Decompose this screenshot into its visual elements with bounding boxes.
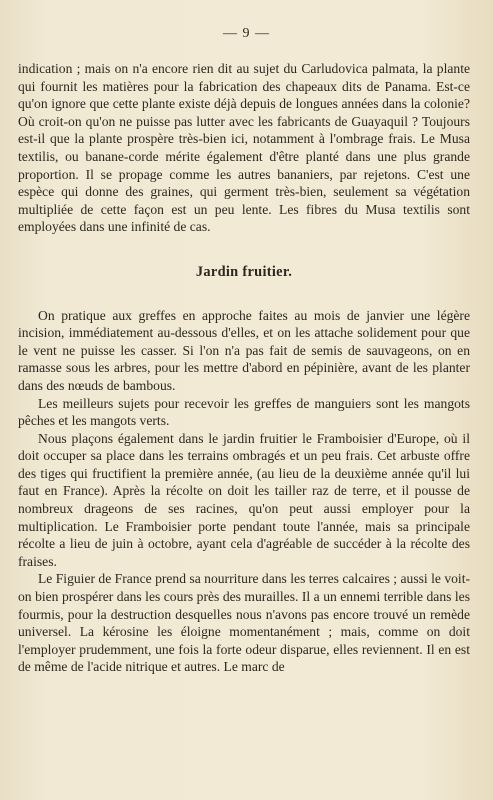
section-heading: Jardin fruitier. [195, 263, 293, 280]
body-text [18, 60, 470, 676]
page-number: — 9 — [223, 26, 270, 41]
paragraph-greffes: On pratique aux greffes en approche faites au mois de janvier une légère incision, immédiatement au-dessous d'elles, et on les attache solidement pour que le vent ne puisse les casser. Si l'on n'a pas fait de semis de sauvageons, on en ramasse sous les arbres, pour les mettre d'abord en pépinière, avant de les planter dans des nœuds de bambous. [18, 307, 470, 393]
paragraph-manguiers: Les meilleurs sujets pour recevoir les greffes de manguiers sont les mangots pêches et les mangots verts. [18, 395, 470, 429]
paragraph-figuier: Le Figuier de France prend sa nourriture dans les terres calcaires ; aussi le voit-on bien prospérer dans les cours près des murailles. Il a un ennemi terrible dans les fourmis, pour la destruction desquelles nous n'avons pas encore trouvé un remède universel. La kérosine les éloigne momentanément ; mais, comme on doit l'employer prudemment, une fois la forte odeur disparue, elles reviennent. Il en est de même de l'acide nitrique et autres. Le marc de [18, 571, 470, 675]
paragraph-framboisier: Nous plaçons également dans le jardin fruitier le Framboisier d'Europe, où il doit occuper sa place dans les terrains ombragés et un peu frais. Cet arbuste offre des tiges qui fructifient la première année, (au lieu de la deuxième année qu'il lui faut en France). Après la récolte on doit les tailler raz de terre, et il pousse de nombreux drageons de ses racines, qu'on peut aussi employer pour la multiplication. Le Framboisier porte pendant toute l'année, mais sa principale récolte a lieu de juin à octobre, ayant cela d'agréable de succéder à la récolte des fraises. [18, 430, 470, 569]
paragraph-carludovica: indication ; mais on n'a encore rien dit au sujet du Carludovica palmata, la plante qui fournit les matières pour la fabrication des chapeaux dits de Panama. Est-ce qu'on ignore que cette plante existe déjà depuis de longues années dans la colonie? Où croit-on qu'on ne puisse pas lutter avec les fabricants de Guayaquil ? Toujours est-il que la plante prospère très-bien ici, notamment à l'ombrage frais. Le Musa textilis, ou banane-corde mérite également d'être planté dans une plus grande proportion. Il se propage comme les autres bananiers, par rejetons. C'est une espèce qui donne des graines, qui germent très-bien, seulement sa végétation multipliée de cette façon est un peu lente. Les fibres du Musa textilis sont employées dans une infinité de cas. [18, 61, 470, 235]
